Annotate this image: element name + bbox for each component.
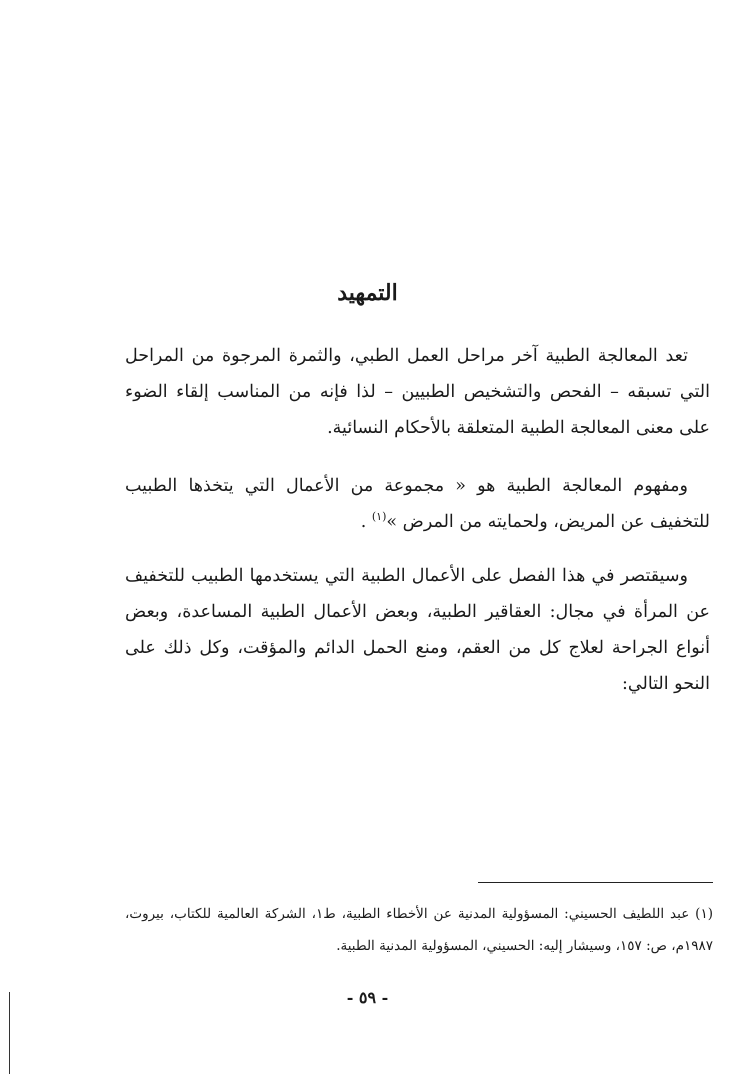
paragraph-3-text: وسيقتصر في هذا الفصل على الأعمال الطبية التي يستخدمها الطبيب للتخفيف عن المرأة في مجال: العقاقير الطبية، وبعض الأعمال الطبية المساعدة، وبعض أنواع الجراحة لعلاج كل من العقم، ومنع الحمل الدائم والمؤقت، وكل ذلك على النحو التالي: xyxy=(125,566,710,694)
paragraph-2-body: ومفهوم المعالجة الطبية هو « مجموعة من الأعمال التي يتخذها الطبيب للتخفيف عن المريض، ولحمايته من المرض » xyxy=(125,476,710,532)
footnote: (١) عبد اللطيف الحسيني: المسؤولية المدنية عن الأخطاء الطبية، ط١، الشركة العالمية للكتاب، بيروت، ١٩٨٧م، ص: ١٥٧، وسيشار إليه: الحسيني، المسؤولية المدنية الطبية. xyxy=(125,906,713,954)
paragraph-2 xyxy=(125,468,710,540)
footnote-reference[interactable]: (١) xyxy=(371,510,387,524)
margin-line xyxy=(9,992,10,1074)
section-heading: التمهيد xyxy=(337,280,398,306)
paragraph-2-text xyxy=(125,468,710,540)
paragraph-2-end: . xyxy=(360,512,372,532)
paragraph-1 xyxy=(125,338,710,446)
footnote-separator xyxy=(478,882,713,883)
paragraph-3 xyxy=(125,558,710,702)
page-number: - ٥٩ - xyxy=(346,988,389,1007)
paragraph-1-text: تعد المعالجة الطبية آخر مراحل العمل الطبي، والثمرة المرجوة من المراحل التي تسبقه – الفحص والتشخيص الطبيين – لذا فإنه من المناسب إلقاء الضوء على معنى المعالجة الطبية المتعلقة بالأحكام النسائية. xyxy=(125,346,710,438)
